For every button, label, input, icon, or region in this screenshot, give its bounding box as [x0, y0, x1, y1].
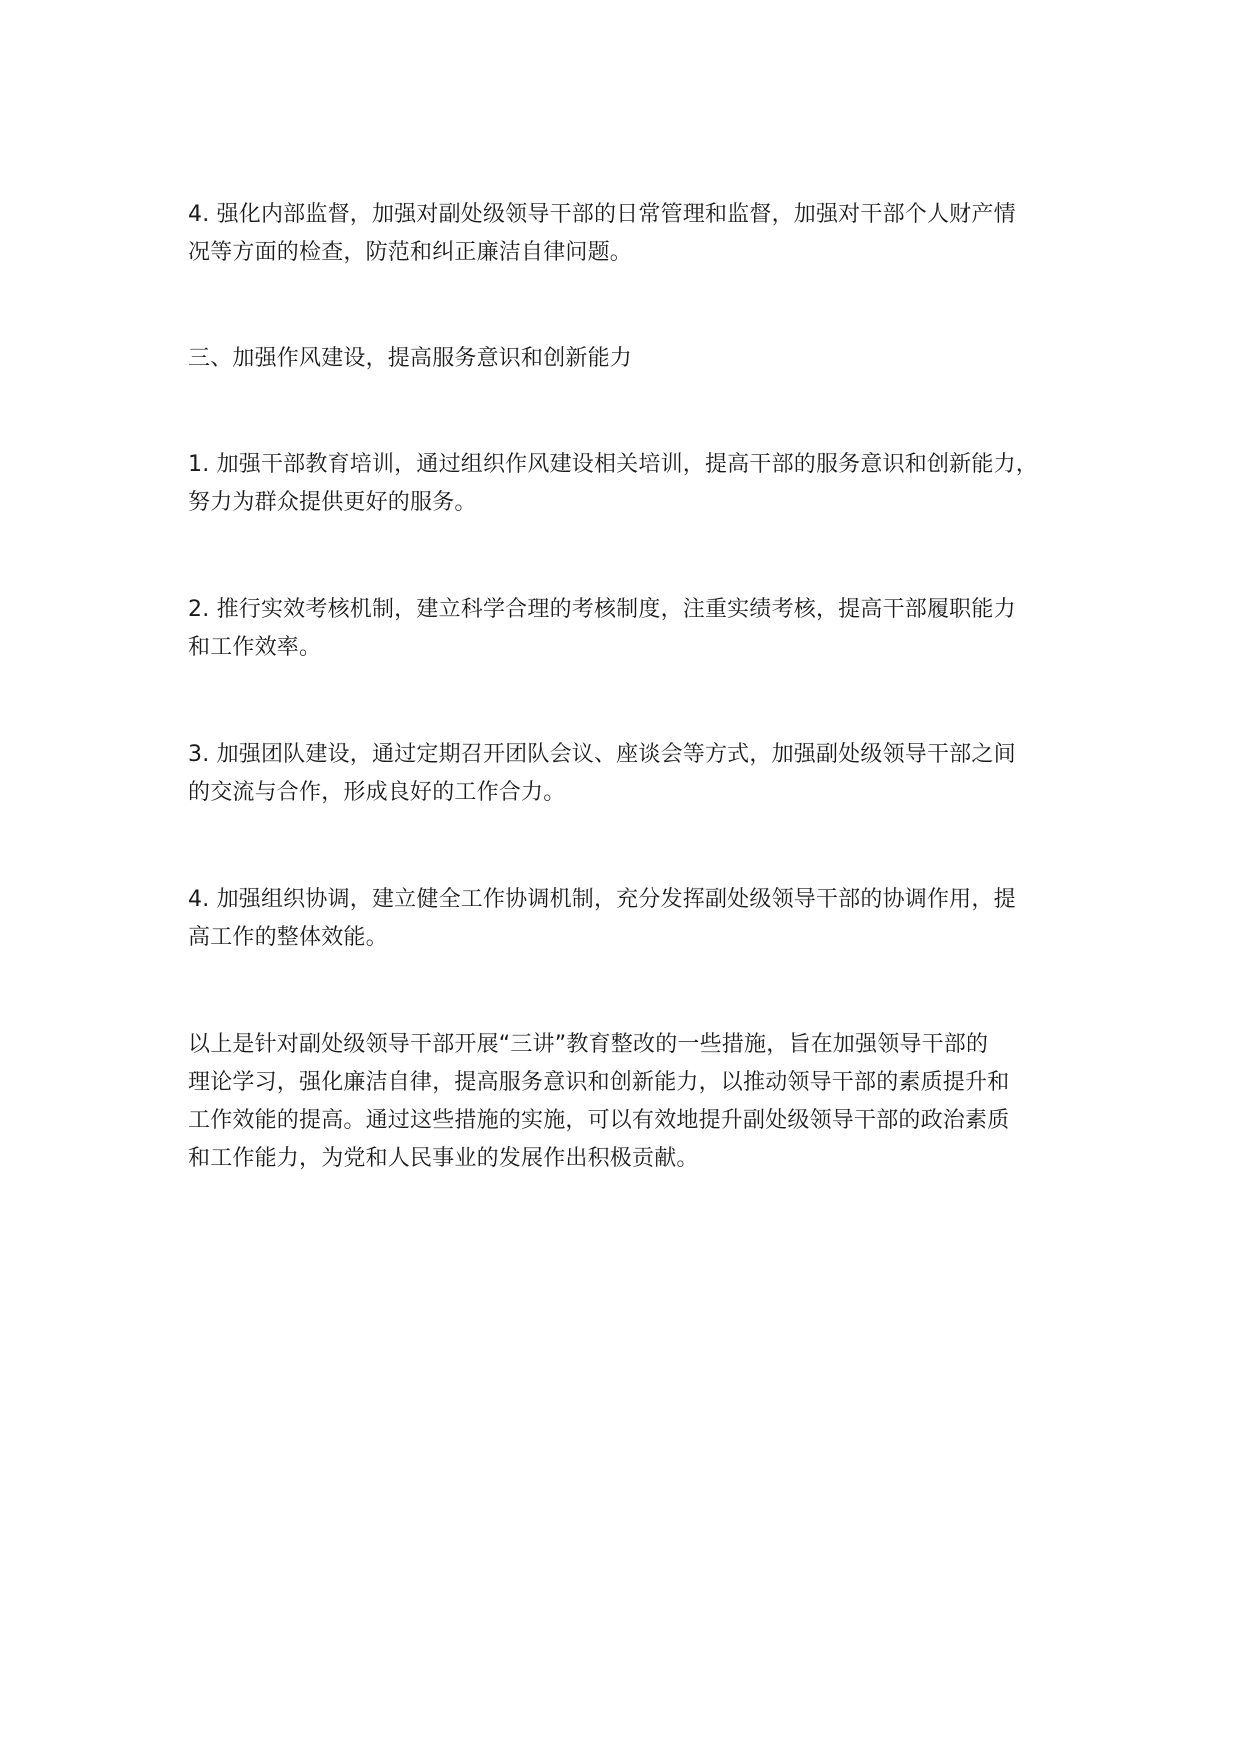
paragraph-line: 高工作的整体效能。 — [188, 925, 388, 950]
paragraph-line: 3. 加强团队建设，通过定期召开团队会议、座谈会等方式，加强副处级领导干部之间 — [188, 742, 1016, 767]
paragraph-line: 况等方面的检查，防范和纠正廉洁自律问题。 — [188, 240, 633, 265]
conclusion-paragraph — [188, 1026, 1088, 1178]
section-heading-text: 三、加强作风建设，提高服务意识和创新能力 — [188, 346, 633, 371]
paragraph-line: 和工作效率。 — [188, 635, 322, 660]
list-item-assessment-mechanism — [188, 591, 1088, 667]
paragraph-line: 努力为群众提供更好的服务。 — [188, 490, 477, 515]
section-heading — [188, 340, 1088, 378]
paragraph-line: 2. 推行实效考核机制，建立科学合理的考核制度，注重实绩考核，提高干部履职能力 — [188, 597, 1016, 622]
paragraph-line: 4. 强化内部监督，加强对副处级领导干部的日常管理和监督，加强对干部个人财产情 — [188, 202, 1016, 227]
paragraph-line: 4. 加强组织协调，建立健全工作协调机制，充分发挥副处级领导干部的协调作用，提 — [188, 887, 1016, 912]
paragraph-line: 工作效能的提高。通过这些措施的实施，可以有效地提升副处级领导干部的政治素质 — [188, 1108, 1010, 1133]
list-item-cadre-training — [188, 446, 1088, 522]
list-item-organizational-coordination — [188, 881, 1088, 957]
paragraph-line: 和工作能力，为党和人民事业的发展作出积极贡献。 — [188, 1146, 699, 1171]
document-body — [188, 196, 1088, 1178]
list-item-strengthen-internal-supervision — [188, 196, 1088, 272]
paragraph-line: 理论学习，强化廉洁自律，提高服务意识和创新能力，以推动领导干部的素质提升和 — [188, 1070, 1010, 1095]
list-item-team-building — [188, 736, 1088, 812]
paragraph-line: 1. 加强干部教育培训，通过组织作风建设相关培训，提高干部的服务意识和创新能力， — [188, 452, 1038, 477]
paragraph-line: 的交流与合作，形成良好的工作合力。 — [188, 780, 566, 805]
paragraph-line: 以上是针对副处级领导干部开展“三讲”教育整改的一些措施，旨在加强领导干部的 — [188, 1032, 989, 1057]
